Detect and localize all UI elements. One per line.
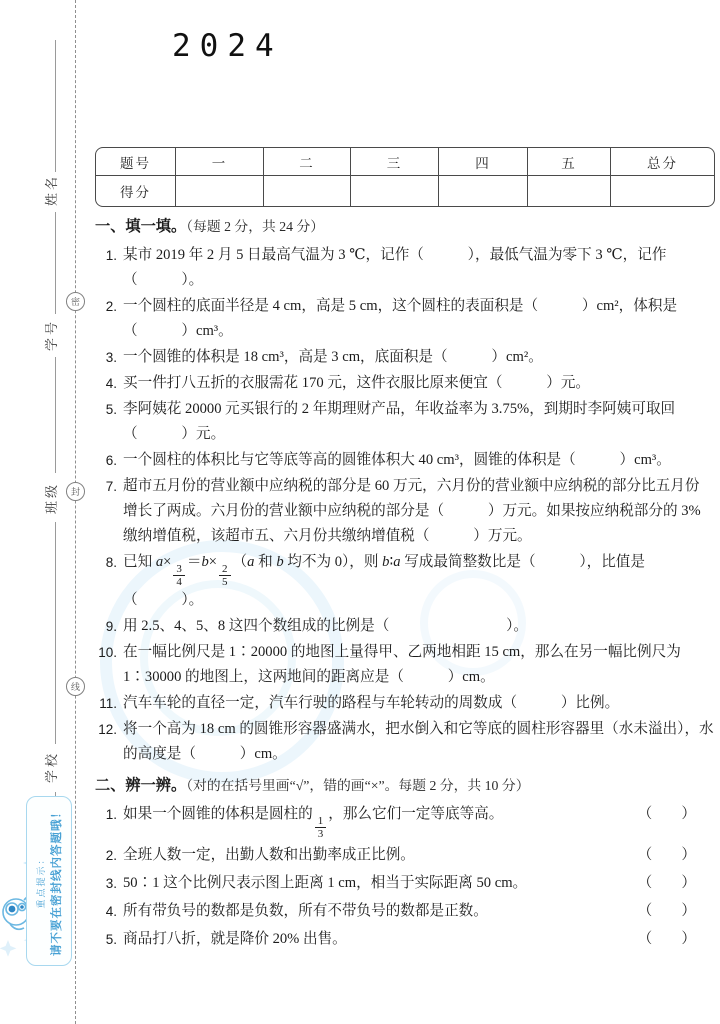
- seal-label-4: 学校: [44, 751, 59, 784]
- seal-label-1: 姓名: [44, 174, 59, 207]
- score-table-column-4: 四: [439, 148, 528, 176]
- section2-heading: [95, 773, 714, 799]
- score-cell: [351, 176, 439, 206]
- question-number: 1.: [105, 807, 117, 823]
- question-number: 3.: [105, 876, 117, 892]
- judge-item: [95, 843, 714, 868]
- seal-label-2: 学号: [44, 319, 59, 352]
- question-item: [95, 717, 714, 767]
- seal-mark-封: 封: [66, 482, 85, 501]
- question-number: 4.: [105, 376, 117, 391]
- judge-body: [95, 927, 630, 952]
- question-text: 商品打八折，就是降价 20% 出售。: [123, 931, 347, 948]
- score-table-column-3: 三: [351, 148, 439, 176]
- fraction: $\frac{1}{3}$: [315, 815, 327, 840]
- question-number: 1.: [105, 248, 117, 263]
- section2-title: 二、辨一辨。: [95, 777, 187, 795]
- section2-note: （对的在括号里画“√”，错的画“×”。每题 2 分，共 10 分）: [186, 778, 530, 794]
- answer-bracket: （ ）: [637, 806, 696, 823]
- answer-bracket: （ ）: [637, 875, 696, 892]
- seal-dashed-line: [75, 0, 76, 1024]
- question-text: 用 2.5、4、5、8 这四个数组成的比例是（ ）。: [123, 618, 528, 635]
- question-text: 一个圆锥的体积是 18 cm³，高是 3 cm，底面积是（ ）cm²。: [123, 349, 543, 365]
- tip-text: 请不要在密封线内答题哦！: [51, 806, 63, 956]
- judge-body: [95, 843, 630, 868]
- question-text: 李阿姨花 20000 元买银行的 2 年期理财产品，年收益率为 3.75%，到期时李阿姨可取回（ ）元。: [123, 401, 676, 442]
- judge-body: [95, 802, 630, 840]
- question-number: 5.: [105, 932, 117, 948]
- tip-callout: [26, 798, 74, 966]
- question-item: [95, 474, 714, 549]
- question-item: [95, 691, 714, 716]
- question-text: 全班人数一定，出勤人数和出勤率成正比例。: [123, 847, 415, 864]
- question-number: 2.: [105, 848, 117, 864]
- question-text: 如果一个圆锥的体积是圆柱的 $\frac{1}{3}$ ，那么它们一定等底等高。: [123, 806, 504, 841]
- score-table-column-2: 二: [264, 148, 351, 176]
- question-text: 所有带负号的数都是负数，所有不带负号的数都是正数。: [123, 903, 488, 920]
- question-item: [95, 640, 714, 690]
- question-number: 6.: [105, 453, 117, 468]
- answer-bracket: （ ）: [637, 847, 696, 864]
- judge-item: [95, 899, 714, 924]
- question-text: 一个圆柱的底面半径是 4 cm，高是 5 cm，这个圆柱的表面积是（ ）cm²，体积是（ ）cm³。: [123, 298, 678, 339]
- write-line: [55, 522, 56, 744]
- score-cell: [176, 176, 264, 206]
- tip-title: 重点提示：: [36, 853, 46, 909]
- score-cell: [264, 176, 351, 206]
- question-item: [95, 371, 714, 396]
- page-title: 2024: [172, 28, 283, 64]
- judge-body: [95, 871, 630, 896]
- question-item: [95, 345, 714, 370]
- answer-bracket: （ ）: [637, 931, 696, 948]
- judge-item: [95, 927, 714, 952]
- question-number: 5.: [105, 402, 117, 417]
- question-text: 一个圆柱的体积比与它等底等高的圆锥体积大 40 cm³，圆锥的体积是（ ）cm³。: [123, 452, 671, 468]
- question-number: 2.: [105, 299, 117, 314]
- score-table-column-5: 五: [528, 148, 611, 176]
- score-cell: [439, 176, 528, 206]
- judge-item: [95, 871, 714, 896]
- exam-body: [95, 214, 714, 955]
- section1-note: （每题 2 分，共 24 分）: [186, 219, 325, 234]
- question-item: [95, 614, 714, 639]
- judge-body: [95, 899, 630, 924]
- write-line: [55, 40, 56, 172]
- write-line: [55, 357, 56, 473]
- score-table: [95, 147, 715, 207]
- question-number: 8.: [105, 555, 117, 570]
- write-line: [55, 212, 56, 314]
- section1-questions: [95, 243, 714, 767]
- fraction: $\frac{3}{4}$: [173, 563, 185, 588]
- answer-bracket: （ ）: [637, 903, 696, 920]
- question-item: [95, 294, 714, 344]
- seal-mark-线: 线: [66, 677, 85, 696]
- seal-mark-密: 密: [66, 292, 85, 311]
- question-number: 11.: [99, 696, 117, 712]
- question-number: 12.: [98, 722, 117, 738]
- section1-title: 一、填一填。: [95, 218, 187, 235]
- question-number: 10.: [98, 645, 117, 661]
- score-table-column-6: 总分: [611, 148, 714, 176]
- score-table-column-1: 一: [176, 148, 264, 176]
- seal-label-3: 班级: [44, 482, 59, 515]
- question-text: 将一个高为 18 cm 的圆锥形容器盛满水，把水倒入和它等底的圆柱形容器里（水未溢出），水的高度是（ ）cm。: [123, 721, 714, 763]
- question-text: 50∶1 这个比例尺表示图上距离 1 cm，相当于实际距离 50 cm。: [123, 875, 528, 892]
- question-text: 汽车车轮的直径一定，汽车行驶的路程与车轮转动的周数成（ ）比例。: [123, 695, 620, 712]
- score-cell: [611, 176, 714, 206]
- section2-questions: [95, 802, 714, 952]
- question-item: [95, 448, 714, 473]
- question-text: 已知 a× $\frac{3}{4}$ ＝b× $\frac{2}{5}$ （a 和 b 均不为 0），则 b∶a 写成最简整数比是（ ），比值是（ ）。: [123, 554, 645, 609]
- score-table-header-label: 题号: [96, 148, 176, 176]
- question-text: 某市 2019 年 2 月 5 日最高气温为 3 ℃，记作（ ），最低气温为零下 3 ℃，记作（ ）。: [123, 247, 667, 288]
- question-number: 9.: [105, 619, 117, 635]
- score-cell: [528, 176, 611, 206]
- question-text: 在一幅比例尺是 1∶20000 的地图上量得甲、乙两地相距 15 cm，那么在另一幅比例尺为 1∶30000 的地图上，这两地间的距离应是（ ）cm。: [123, 644, 681, 686]
- question-text: 买一件打八五折的衣服需花 170 元，这件衣服比原来便宜（ ）元。: [123, 375, 591, 391]
- question-number: 3.: [105, 350, 117, 365]
- score-table-score-label: 得分: [96, 176, 176, 206]
- judge-item: [95, 802, 714, 840]
- question-number: 7.: [105, 479, 117, 494]
- question-item: [95, 550, 714, 613]
- fraction: $\frac{2}{5}$: [219, 563, 231, 588]
- question-number: 4.: [105, 904, 117, 920]
- question-text: 超市五月份的营业额中应纳税的部分是 60 万元，六月份的营业额中应纳税的部分比五月份增长了两成。六月份的营业额中应纳税的部分是（ ）万元。如果按应纳税部分的 3% 缴纳增值税，该超市五、六月份共缴纳增值税（ ）万元。: [123, 478, 701, 544]
- section1-heading: [95, 214, 714, 240]
- tip-box: [26, 796, 72, 966]
- question-item: [95, 243, 714, 293]
- question-item: [95, 397, 714, 447]
